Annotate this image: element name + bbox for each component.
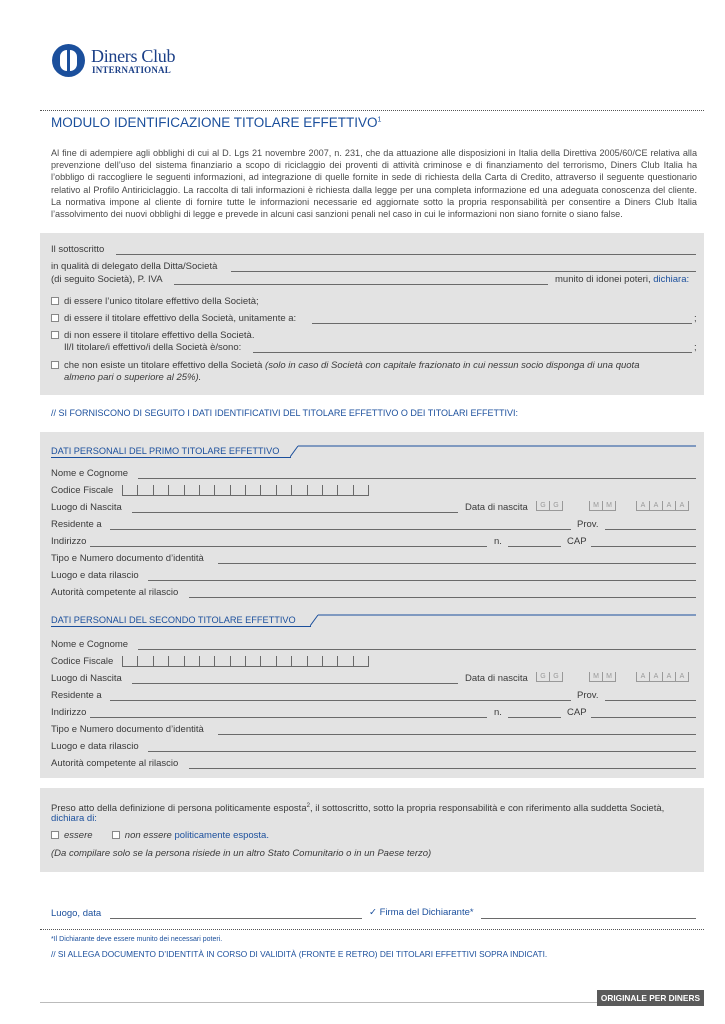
section-second-titolare: DATI PERSONALI DEL SECONDO TITOLARE EFFETTIVO [51, 615, 296, 625]
section-underline [51, 457, 291, 458]
checkbox[interactable] [51, 331, 59, 339]
diners-club-logo [52, 44, 192, 80]
pep-text: Preso atto della definizione di persona politicamente esposta$^2$, il sottoscritto, sotto la propria responsabilità e con riferimento alla suddetta Società, [51, 803, 665, 815]
label-n: n. [494, 707, 502, 718]
label-prov: Prov. [577, 519, 599, 530]
rilascio-field[interactable] [148, 580, 696, 581]
unitamente-field[interactable] [312, 323, 692, 324]
prov-field[interactable] [605, 700, 696, 701]
cf-field[interactable] [122, 656, 369, 667]
luogo-nascita-field[interactable] [132, 683, 458, 684]
luogo-nascita-field[interactable] [132, 512, 458, 513]
label-autorita: Autorità competente al rilascio [51, 587, 179, 598]
autorita-field[interactable] [189, 768, 696, 769]
label-luogo-nascita: Luogo di Nascita [51, 673, 122, 684]
originale-badge: ORIGINALE PER DINERS [597, 990, 704, 1006]
label-data-nascita: Data di nascita [465, 673, 528, 684]
cf-field[interactable] [122, 485, 369, 496]
sottoscritto-field[interactable] [116, 254, 696, 255]
intro-text: Al fine di adempiere agli obblighi di cui al D. Lgs 21 novembre 2007, n. 231, che da attuazione alle disposizioni in Italia della Direttiva 2005/60/CE relativa alla prevenzione dell’uso del sistema finanziario a scopo di riciclaggio dei proventi di attività criminose e di finanziamento del terrorismo, Diners Club Italia ha l’obbligo di raccogliere le seguenti informazioni, ad integrazione di quelle fornite in sede di richiesta della Carta di Credito, attraverso il seguente questionario relativo al Profilo Antiriciclaggio. La raccolta di tali informazioni è richiesta dalla legge per una completa informazione ed una adeguata conoscenza del cliente. La normativa impone al cliente di fornire tutte le informazioni necessarie ed aggiornate sotto la propria responsabilità per consentire a Diners Club Italia l’assolvimento dei nuovi obblighi di legge e prevede in alcuni casi sanzioni penali nel caso in cui le informazioni non siano fornite o siano false. [51, 148, 697, 220]
tipo-doc-field[interactable] [218, 734, 696, 735]
label-rilascio: Luogo e data rilascio [51, 570, 139, 581]
declaration-panel [40, 233, 704, 395]
page-title: MODULO IDENTIFICAZIONE TITOLARE EFFETTIVO$^1$ [51, 115, 382, 130]
dob-month-field[interactable]: M M [589, 672, 616, 682]
piva-field[interactable] [174, 284, 548, 285]
ditta-field[interactable] [231, 271, 696, 272]
label-cf: Codice Fiscale [51, 656, 114, 667]
label-poteri: munito di idonei poteri, dichiara: [555, 274, 690, 285]
label-tipo-doc: Tipo e Numero documento d’identità [51, 724, 204, 735]
label-prov: Prov. [577, 690, 599, 701]
label-indirizzo: Indirizzo [51, 707, 87, 718]
label-tipo-doc: Tipo e Numero documento d’identità [51, 553, 204, 564]
label-firma: ✓ Firma del Dichiarante* [369, 907, 474, 918]
divider [40, 929, 704, 930]
firma-field[interactable] [481, 918, 696, 919]
tipo-doc-field[interactable] [218, 563, 696, 564]
rilascio-field[interactable] [148, 751, 696, 752]
label-delegato: in qualità di delegato della Ditta/Società [51, 261, 218, 272]
option-unico[interactable]: di essere l’unico titolare effettivo della Società; [51, 296, 259, 308]
option-nessun-titolare-cont: almeno pari o superiore al 25%). [64, 372, 202, 383]
cap-field[interactable] [591, 717, 696, 718]
logo-sub: INTERNATIONAL [92, 65, 171, 75]
label-autorita: Autorità competente al rilascio [51, 758, 179, 769]
checkbox-essere[interactable] [51, 831, 59, 839]
pep-options: essere non essere politicamente esposta. [51, 830, 269, 842]
check-icon: ✓ [369, 907, 377, 918]
prov-field[interactable] [605, 529, 696, 530]
logo-name: Diners Club [91, 46, 176, 66]
label-sottoscritto: Il sottoscritto [51, 244, 105, 255]
section-underline [51, 626, 311, 627]
checkbox[interactable] [51, 314, 59, 322]
pep-note: (Da compilare solo se la persona risiede in un altro Stato Comunitario o in un Paese terzo) [51, 848, 432, 859]
autorita-field[interactable] [189, 597, 696, 598]
section-line [310, 614, 700, 628]
checkbox-non-essere[interactable] [112, 831, 120, 839]
titolari-field[interactable] [253, 352, 692, 353]
pep-dichiara: dichiara di: [51, 813, 97, 824]
dob-day-field[interactable]: G G [536, 501, 563, 511]
label-rilascio: Luogo e data rilascio [51, 741, 139, 752]
cap-field[interactable] [591, 546, 696, 547]
label-titolari: Il/I titolare/i effettivo/i della Società è/sono: [64, 342, 242, 353]
section-line [290, 445, 700, 459]
label-cf: Codice Fiscale [51, 485, 114, 496]
civico-field[interactable] [508, 546, 561, 547]
forniscono-heading: // SI FORNISCONO DI SEGUITO I DATI IDENTIFICATIVI DEL TITOLARE EFFETTIVO O DEI TITOLARI EFFETTIVI: [51, 408, 519, 418]
divider [40, 110, 704, 111]
label-nome: Nome e Cognome [51, 468, 129, 479]
dob-month-field[interactable]: M M [589, 501, 616, 511]
section-first-titolare: DATI PERSONALI DEL PRIMO TITOLARE EFFETTIVO [51, 446, 280, 456]
footnote: *Il Dichiarante deve essere munito dei necessari poteri. [51, 936, 223, 943]
luogo-data-field[interactable] [110, 918, 362, 919]
dob-day-field[interactable]: G G [536, 672, 563, 682]
label-nome: Nome e Cognome [51, 639, 129, 650]
label-cap: CAP [567, 707, 587, 718]
label-residente: Residente a [51, 690, 102, 701]
indirizzo-field[interactable] [90, 546, 487, 547]
label-indirizzo: Indirizzo [51, 536, 87, 547]
label-luogo-data: Luogo, data [51, 908, 102, 919]
option-nessun-titolare[interactable]: che non esiste un titolare effettivo della Società (solo in caso di Società con capitale frazionato in cui nessun socio disponga di una quota [51, 360, 639, 372]
diners-logo-icon [52, 44, 85, 77]
option-non-titolare[interactable]: di non essere il titolare effettivo della Società. [51, 330, 254, 342]
label-luogo-nascita: Luogo di Nascita [51, 502, 122, 513]
residente-field[interactable] [110, 529, 571, 530]
label-data-nascita: Data di nascita [465, 502, 528, 513]
allega-text: // SI ALLEGA DOCUMENTO D’IDENTITÀ IN CORSO DI VALIDITÀ (FRONTE E RETRO) DEI TITOLARI EFFETTIVI SOPRA INDICATI. [51, 949, 548, 959]
semicolon: ; [694, 342, 697, 353]
label-cap: CAP [567, 536, 587, 547]
dob-year-field[interactable]: A A A A [636, 501, 689, 511]
indirizzo-field[interactable] [90, 717, 487, 718]
pep-panel [40, 788, 704, 872]
dob-year-field[interactable]: A A A A [636, 672, 689, 682]
label-n: n. [494, 536, 502, 547]
nome-field[interactable] [138, 649, 696, 650]
nome-field[interactable] [138, 478, 696, 479]
label-residente: Residente a [51, 519, 102, 530]
checkbox[interactable] [51, 297, 59, 305]
residente-field[interactable] [110, 700, 571, 701]
label-piva: (di seguito Società), P. IVA [51, 274, 163, 285]
option-unitamente[interactable]: di essere il titolare effettivo della Società, unitamente a: [51, 313, 296, 325]
semicolon: ; [694, 313, 697, 324]
checkbox[interactable] [51, 361, 59, 369]
civico-field[interactable] [508, 717, 561, 718]
